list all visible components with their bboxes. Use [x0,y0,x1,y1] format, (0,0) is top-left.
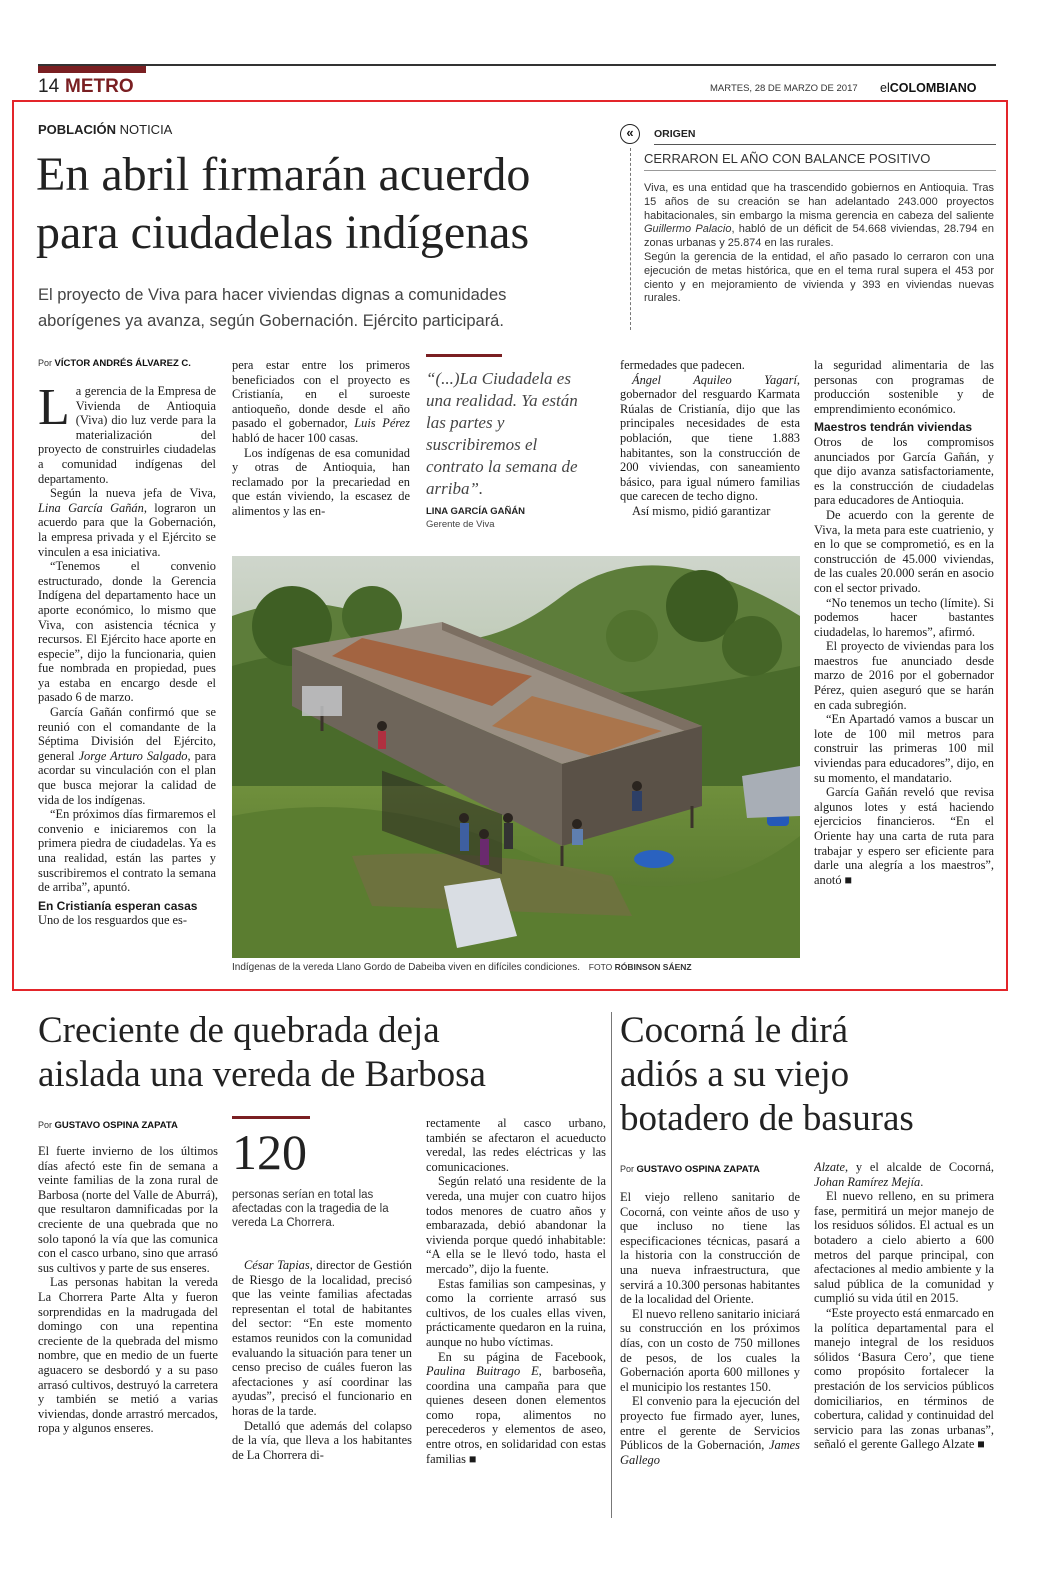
paragraph: “En próximos días firmaremos el convenio e iniciaremos con la primera piedra de ciudadelas. Ya es una realidad, están las partes y suscribiremos el contrato la semana de arriba”, apuntó. [38,807,216,895]
sidebar-title-rule [644,170,996,171]
issue-date: MARTES, 28 DE MARZO DE 2017 [710,83,858,94]
story2-byline: Por GUSTAVO OSPINA ZAPATA [38,1120,178,1131]
photo-illustration [232,556,800,958]
quote-role: Gerente de Viva [426,519,495,530]
paragraph: Según la nueva jefa de Viva, Lina García Gañán, lograron un acuerdo para que la Gobernación, la empresa privada y el Ejército se vinculen a esa iniciativa. [38,486,216,559]
caption-text: Indígenas de la vereda Llano Gordo de Dabeiba viven en difíciles condiciones. [232,962,581,973]
pull-quote [426,354,606,532]
story2-headline-line-1: Creciente de quebrada deja [38,1010,440,1051]
drop-cap: L [38,384,70,436]
paragraph: fermedades que padecen. [620,358,745,372]
brand-prefix: el [880,81,890,95]
main-column-5 [814,358,994,978]
stat-number: 120 [232,1124,307,1180]
main-column-1 [38,384,216,974]
story3-headline-line-2: adiós a su viejo [620,1054,850,1095]
paragraph: César Tapias, director de Gestión de Riesgo de la localidad, precisó que las veinte familias afectadas representan el total de habitantes del sector: “En este momento estamos reunidos con la comunidad evaluando la situación para tener un censo preciso de cuáles fueron las afectaciones y así coordinar las ayudas”, precisó el funcionario en horas de la tarde. [232,1258,412,1418]
story2-column-2 [232,1258,412,1522]
story2-headline-line-2: aislada una vereda de Barbosa [38,1054,486,1095]
main-column-2 [232,358,410,534]
story3-headline-line-3: botadero de basuras [620,1098,914,1139]
story3-column-1 [620,1190,800,1522]
paragraph: “En Apartadó vamos a buscar un lote de 100 mil metros para construir las primeras 100 mil viviendas para educadores”, dijo, en su momento, el mandatario. [814,712,994,785]
main-headline-line-2: para ciudadelas indígenas [36,206,530,259]
header-top-rule [38,64,996,66]
main-photo [232,556,800,958]
paragraph: Las personas habitan la vereda La Chorrera Parte Alta y fueron sorprendidas en la madrugada del domingo con una repentina creciente de la quebrada del mismo nombre, que en medio de un fuerte aguacero se desbordó y a su paso arrasó cultivos, destruyó la carretera y también se metió a varias viviendas, donde arrastró mercados, ropa y algunos enseres. [38,1275,218,1436]
main-byline-name: VÍCTOR ANDRÉS ÁLVAREZ C. [54,358,191,369]
quote-text: “(...)La Ciudadela es una realidad. Ya están las partes y suscribiremos el contrato la semana de arriba”. [426,369,578,498]
main-headline-line-1: En abril firmarán acuerdo [36,148,531,201]
paragraph: pera estar entre los primeros beneficiados con el proyecto es Cristianía, en el suroeste antioqueño, donde desde el año pasado el gobernador, Luis Pérez habló de hacer 100 casas. [232,358,410,445]
story-divider [611,1012,612,1518]
main-column-4 [620,358,800,534]
section-name: METRO [65,76,134,97]
sidebar-title: CERRARON EL AÑO CON BALANCE POSITIVO [644,151,931,166]
paragraph: El viejo relleno sanitario de Cocorná, con veinte años de uso y que incluso no tiene las especificaciones técnicas, pasará a la historia con la construcción de una nueva infraestructura, que servirá a 10.300 personas habitantes de la localidad del Oriente. [620,1190,800,1307]
paragraph: Alzate, y el alcalde de Cocorná, Johan Ramírez Mejía. [814,1160,994,1189]
kicker [38,122,172,137]
paragraph: Uno de los resguardos que es- [38,913,187,928]
story3-byline-name: GUSTAVO OSPINA ZAPATA [636,1164,760,1175]
story3-column-2 [814,1160,994,1522]
story3-headline-line-1: Cocorná le dirá [620,1010,849,1051]
paragraph: El convenio para la ejecución del proyecto fue firmado ayer, lunes, entre el gerente de Servicios Públicos de la Gobernación, James Gallego [620,1394,800,1467]
lead-line-2: aborígenes ya avanza, según Gobernación. Ejército participará. [38,312,504,330]
paragraph: El nuevo relleno, en su primera fase, permitirá un mejor manejo de los residuos sólidos. El actual es un botadero a cielo abierto a 600 metros del parque principal, con afectaciones al medio ambiente y la salud pública de la comunidad y cumplió su vida útil en 2015. [814,1189,994,1306]
lead-line-1: El proyecto de Viva para hacer viviendas dignas a comunidades [38,286,507,304]
story2-byline-name: GUSTAVO OSPINA ZAPATA [54,1120,178,1131]
paragraph: “No tenemos un techo (límite). Si podemos hacer bastantes ciudadelas, lo haremos”, afirmó. [814,595,994,639]
paragraph: García Gañán confirmó que se reunió con el comandante de la Séptima División del Ejército, general Jorge Arturo Salgado, para acordar su vinculación con el plan que busca mejorar la calidad de vida de los indígenas. [38,705,216,807]
paragraph: Detalló que además del colapso de la vía, que lleva a los habitantes de La Chorrera di- [232,1418,412,1462]
sidebar-dashed-line [630,148,631,330]
double-chevron-icon: « [620,124,640,144]
photo-caption [232,962,800,973]
paragraph: Ángel Aquileo Yagarí, gobernador del resguardo Karmata Rúalas de Cristianía, dijo que las principales necesidades de esta población, que tiene 1.883 habitantes, son la construcción de 200 viviendas, con saneamiento básico, para igual número familias que carecen de techo digno. [620,372,800,504]
paragraph: El fuerte invierno de los últimos días afectó este fin de semana a veinte familias de la zona rural de Barbosa (norte del Valle de Aburrá), que resultaron damnificadas por la creciente de una quebrada que no solo taponó la vía que las comunica con el casco urbano, sino que arrasó sus cultivos y parte de sus enseres. [38,1144,218,1275]
paragraph: García Gañán reveló que revisa algunos lotes y está haciendo ejercicios financieros. “En el Oriente hay una carta de ruta para trabajar y espero ser eficiente para darle una alegría a los maestros”, anotó ■ [814,785,994,887]
paragraph: “Este proyecto está enmarcado en la política departamental para el manejo integral de los residuos sólidos ‘Basura Cero’, que tiene como propósito fortalecer la prestación de los servicios públicos domiciliarios, en términos de cobertura, calidad y continuidad del servicio para las zonas urbanas”, señaló el gerente Gallego Alzate ■ [814,1305,994,1452]
photo-credit: FOTO RÓBINSON SÁENZ [588,962,692,972]
paragraph: Estas familias son campesinas, y como la corriente arrasó sus cultivos, de los cuales ellas viven, prácticamente quedaron en la ruina, aunque no hubo víctimas. [426,1276,606,1349]
paragraph: El nuevo relleno sanitario iniciará su construcción en los próximos días, con un costo de 750 millones de pesos, de los cuales la Gobernación aporta 600 millones y el municipio los restantes 150. [620,1306,800,1394]
paragraph: De acuerdo con la gerente de Viva, la meta para este cuatrienio, y en lo que se comprometió, es en la construcción de 45.000 viviendas, de las cuales 20.000 serán en asocio con el sector privado. [814,507,994,595]
quote-author: LINA GARCÍA GAÑÁN [426,506,526,517]
paragraph: Así mismo, pidió garantizar [632,503,771,518]
stat-accent-rule [232,1116,310,1119]
story2-column-3 [426,1116,606,1522]
kicker-type: NOTICIA [119,122,173,137]
paragraph: rectamente al casco urbano, también se afectaron el acueducto veredal, las redes eléctricas y las comunicaciones. [426,1116,606,1174]
sidebar-origen [620,124,996,334]
paragraph: El proyecto de viviendas para los maestros fue anunciado desde marzo de 2016 por el gobernador Pérez, quien aseguró que se harán en cada subregión. [814,639,994,712]
main-byline: Por VÍCTOR ANDRÉS ÁLVAREZ C. [38,358,191,369]
page-number: 14 [38,76,60,97]
sidebar-paragraph-1: Viva, es una entidad que ha trascendido gobiernos en Antioquia. Tras 15 años de su creación se han adelantado 243.000 proyectos habitacionales, sin embargo la misma gerencia en cabeza del saliente Guillermo Palacio, habló de un déficit de 54.668 viviendas, 28.794 en zonas urbanas y 25.874 en las rurales. [644,182,995,250]
paragraph: “Tenemos el convenio estructurado, donde la Gerencia Indígena del departamento hace un aporte económico, lo mismo que Viva, con asistencia técnica y recursos. El Ejército hace aporte en especie”, dijo la funcionaria, quien fue nombrada en propiedad, pues ya estaba en encargo desde el pasado 6 de marzo. [38,559,216,705]
brand-name: COLOMBIANO [889,81,977,95]
kicker-bold: POBLACIÓN [38,122,116,137]
sidebar-paragraph-2: Según la gerencia de la entidad, el año pasado lo cerraron con una ejecución de metas histórica, que en el tema rural supera el 453 por ciento y en mejoramiento de vivienda y 393 en viviendas nuevas rurales. [644,250,994,305]
paragraph: La gerencia de la Empresa de Vivienda de Antioquia (Viva) dio luz verde para la materialización del proyecto de construirles ciudadelas a comunidad indígenas del departamento. [38,384,216,486]
sidebar-rule [654,144,996,145]
story3-byline: Por GUSTAVO OSPINA ZAPATA [620,1164,760,1175]
sidebar-label: ORIGEN [654,128,696,140]
quote-accent-rule [426,354,502,357]
brand [880,81,977,95]
paragraph: la seguridad alimentaria de las personas con programas de producción sostenible y de emprendimiento económico. [814,358,994,416]
paragraph: Según relató una residente de la vereda, una mujer con cuatro hijos todos menores de cuatro años y embarazada, debió abandonar la vivienda porque quedó inhabitable: “A ella se le llevó todo, hasta el mercado”, dijo la fuente. [426,1174,606,1276]
stat-text: personas serían en total las afectadas con la tragedia de la vereda La Chorrera. [232,1189,389,1229]
subhead: En Cristianía esperan casas [38,898,198,913]
sidebar-body [644,182,994,306]
header-accent-bar [38,66,146,73]
story2-column-1 [38,1144,218,1522]
paragraph: Los indígenas de esa comunidad y otras de Antioquia, han reclamado por la precariedad en que están viviendo, la escasez de alimentos y las en- [232,445,410,518]
paragraph: En su página de Facebook, Paulina Buitrago E, barboseña, coordina una campaña para que quienes deseen donen elementos como ropa, alimentos no perecederos y elementos de aseo, entre otros, en solidaridad con estas familias ■ [426,1349,606,1466]
subhead: Maestros tendrán viviendas [814,420,973,435]
paragraph: Otros de los compromisos anunciados por García Gañán, y que dijo avanza satisfactoriamente, es la construcción de ciudadelas para educadores de Antioquia. [814,434,994,508]
